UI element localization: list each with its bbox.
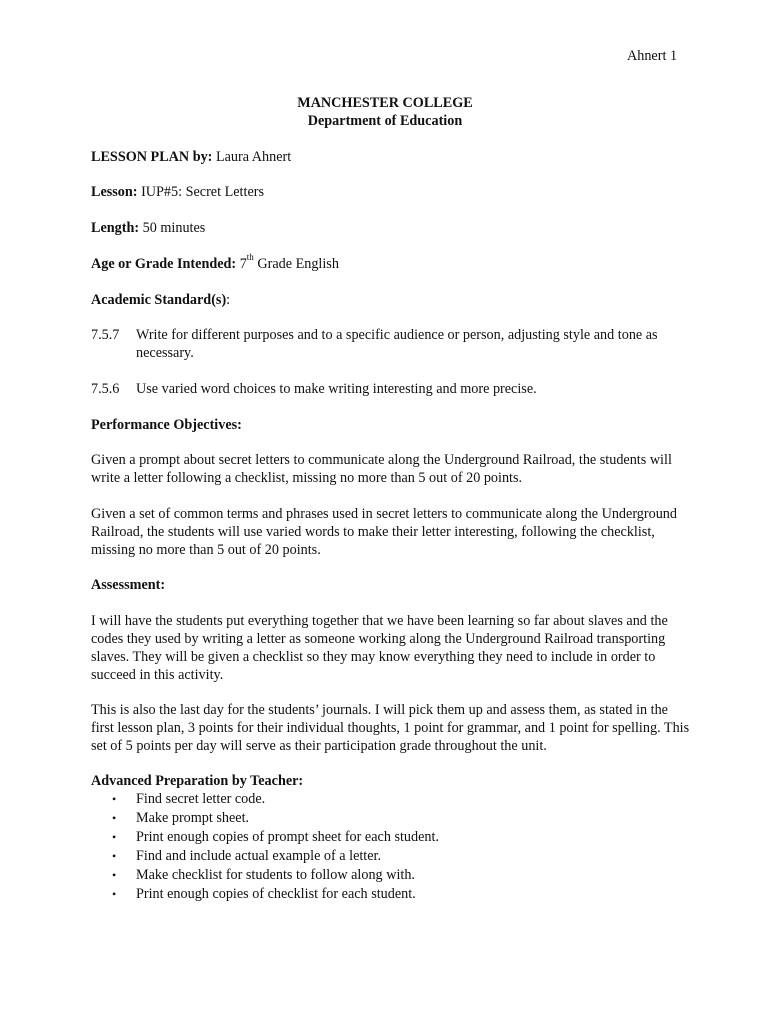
- lesson-line: [91, 183, 264, 201]
- list-item-text: Find secret letter code.: [136, 791, 266, 807]
- standard-number: 7.5.7: [91, 327, 120, 343]
- objectives-paragraph-1: Given a prompt about secret letters to communicate along the Underground Railroad, the students will write a letter following a checklist, missing no more than 5 out of 20 points.: [91, 452, 672, 486]
- grade-number: 7: [236, 256, 247, 272]
- preparation-list: [112, 790, 439, 904]
- list-item-text: Print enough copies of checklist for each student.: [136, 886, 416, 902]
- bullet-icon: •: [112, 830, 117, 844]
- bullet-icon: •: [112, 811, 117, 825]
- length-value: 50 minutes: [139, 220, 206, 236]
- standards-colon: :: [226, 292, 231, 308]
- list-item-text: Find and include actual example of a letter.: [136, 848, 382, 864]
- bullet-icon: •: [112, 849, 117, 863]
- lesson-plan-author-line: [91, 148, 291, 166]
- lesson-plan-label: LESSON PLAN by:: [91, 149, 213, 165]
- bullet-icon: •: [112, 792, 117, 806]
- list-item: [112, 809, 439, 828]
- assessment-paragraph-2: This is also the last day for the students’ journals. I will pick them up and assess them, as stated in the first lesson plan, 3 points for their individual thoughts, 1 point for grammar, and 1 point for spelling. This set of 5 points per day will serve as their participation grade throughout the unit.: [91, 702, 690, 754]
- list-item: [112, 828, 439, 847]
- lesson-plan-author: Laura Ahnert: [212, 149, 292, 165]
- list-item-text: Print enough copies of prompt sheet for each student.: [136, 829, 439, 845]
- assessment-paragraph-1: I will have the students put everything together that we have been learning so far about slaves and the codes they used by writing a letter as someone working along the Underground Railroad transporting slaves. They will be given a checklist so they may know everything they need to include in order to succeed in this activity.: [91, 613, 668, 683]
- length-label: Length:: [91, 220, 140, 236]
- standard-number: 7.5.6: [91, 381, 120, 397]
- grade-label: Age or Grade Intended:: [91, 256, 237, 272]
- department-title: Department of Education: [307, 113, 463, 129]
- objectives-heading: Performance Objectives:: [91, 417, 242, 433]
- length-line: [91, 219, 205, 237]
- list-item: [112, 790, 439, 809]
- assessment-heading: Assessment:: [91, 577, 166, 593]
- grade-rest: Grade English: [253, 256, 339, 272]
- standard-text: Write for different purposes and to a specific audience or person, adjusting style and tone as necessary.: [136, 327, 658, 361]
- standards-heading-line: [91, 291, 230, 309]
- objectives-paragraph-2: Given a set of common terms and phrases used in secret letters to communicate along the Underground Railroad, the students will use varied words to make their letter interesting, following the checklist, missing no more than 5 out of 20 points.: [91, 506, 677, 558]
- list-item: [112, 866, 439, 885]
- grade-line: [91, 252, 339, 273]
- list-item: [112, 885, 439, 904]
- preparation-heading: Advanced Preparation by Teacher:: [91, 773, 304, 789]
- list-item-text: Make checklist for students to follow along with.: [136, 867, 415, 883]
- list-item: [112, 847, 439, 866]
- lesson-label: Lesson:: [91, 184, 138, 200]
- bullet-icon: •: [112, 887, 117, 901]
- lesson-value: IUP#5: Secret Letters: [137, 184, 264, 200]
- grade-superscript: th: [246, 252, 254, 263]
- bullet-icon: •: [112, 868, 117, 882]
- page-header-label: Ahnert 1: [627, 48, 678, 64]
- standard-text: Use varied word choices to make writing interesting and more precise.: [136, 381, 537, 397]
- list-item-text: Make prompt sheet.: [136, 810, 250, 826]
- standards-label: Academic Standard(s): [91, 292, 227, 308]
- college-title: MANCHESTER COLLEGE: [297, 95, 473, 111]
